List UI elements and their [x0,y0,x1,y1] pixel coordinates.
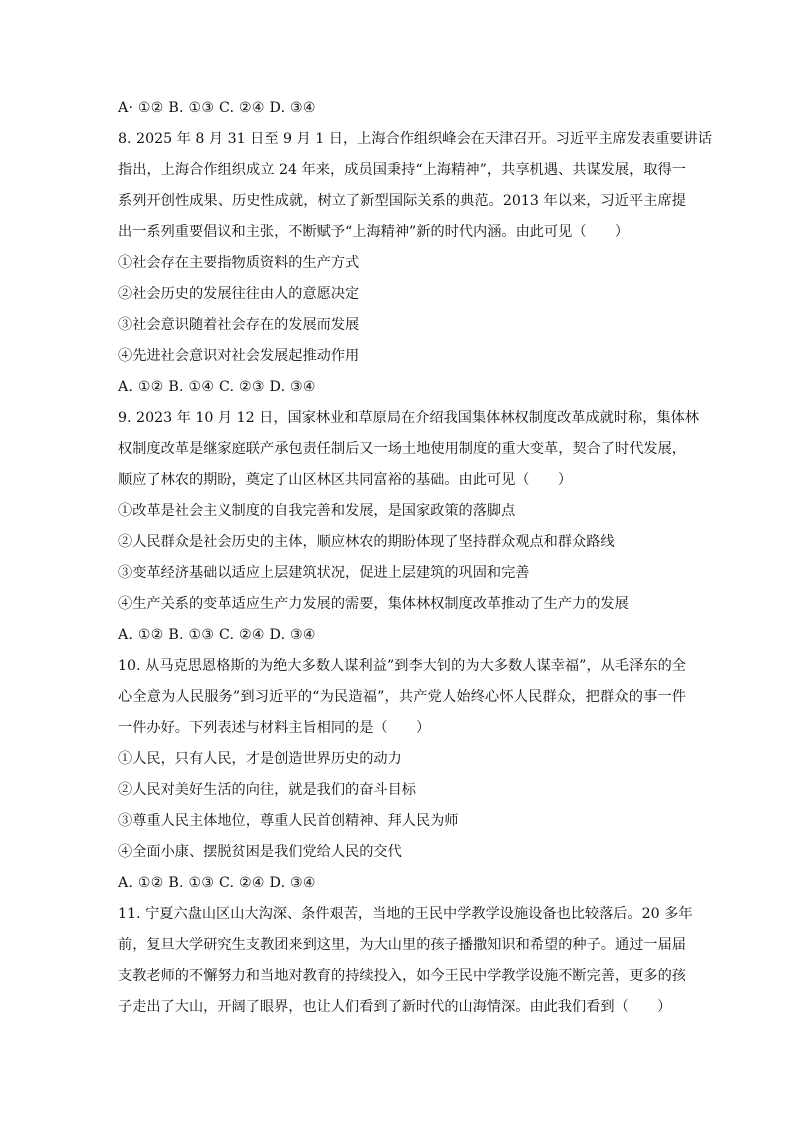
option-3: ③尊重人民主体地位，尊重人民首创精神、拜人民为师 [118,813,459,829]
stem-line: 指出，上海合作组织成立 24 年来，成员国秉持“上海精神”，共享机遇、共谋发展，取得一 [118,162,686,178]
option-4: ④先进社会意识对社会发展起推动作用 [118,348,360,364]
stem-line: 前，复旦大学研究生支教团来到这里，为大山里的孩子播撒知识和希望的种子。通过一届届 [118,937,686,953]
option-4: ④全面小康、摆脱贫困是我们党给人民的交代 [118,844,402,860]
question-stem [118,129,712,242]
previous-answer-choices: A· ①② B. ①③ C. ②④ D. ③④ [118,100,316,116]
option-4: ④生产关系的变革适应生产力发展的需要，集体林权制度改革推动了生产力的发展 [118,596,629,612]
document-page [118,98,712,1028]
stem-line: 支教老师的不懈努力和当地对教育的持续投入，如今王民中学教学设施不断完善，更多的孩 [118,968,686,984]
option-1: ①社会存在主要指物质资料的生产方式 [118,255,360,271]
stem-line: 11. 宁夏六盘山区山大沟深、条件艰苦，当地的王民中学教学设施设备也比较落后。20 多年 [118,906,693,922]
stem-line: 系列开创性成果、历史性成就，树立了新型国际关系的典范。2013 年以来，习近平主席提 [118,193,686,209]
option-3: ③社会意识随着社会存在的发展而发展 [118,317,360,333]
option-1: ①改革是社会主义制度的自我完善和发展，是国家政策的落脚点 [118,503,516,519]
option-2: ②社会历史的发展往往由人的意愿决定 [118,286,360,302]
question-10 [118,656,686,893]
option-2: ②人民群众是社会历史的主体，顺应林农的期盼体现了坚持群众观点和群众路线 [118,534,615,550]
question-9 [118,408,699,645]
answer-choices: A. ①② B. ①③ C. ②④ D. ③④ [118,875,316,891]
question-stem [118,408,699,490]
question-11 [118,904,693,1017]
stem-line: 10. 从马克思恩格斯的为绝大多数人谋利益”到李大钊的为大多数人谋幸福”，从毛泽东的全 [118,658,686,674]
stem-line: 8. 2025 年 8 月 31 日至 9 月 1 日，上海合作组织峰会在天津召开。习近平主席发表重要讲话 [118,131,712,147]
option-2: ②人民对美好生活的向往，就是我们的奋斗目标 [118,782,416,798]
stem-line: 子走出了大山，开阔了眼界，也让人们看到了新时代的山海情深。由此我们看到（ ） [118,999,672,1015]
option-3: ③变革经济基础以适应上层建筑状况，促进上层建筑的巩固和完善 [118,565,530,581]
question-stem [118,904,693,1017]
question-stem [118,656,686,738]
stem-line: 一件办好。下列表述与材料主旨相同的是（ ） [118,720,431,736]
stem-line: 出一系列重要倡议和主张，不断赋予“上海精神”新的时代内涵。由此可见（ ） [118,224,630,240]
answer-choices: A. ①② B. ①③ C. ②④ D. ③④ [118,627,316,643]
question-8 [118,129,712,397]
answer-choices: A. ①② B. ①④ C. ②③ D. ③④ [118,379,316,395]
stem-line: 顺应了林农的期盼，奠定了山区林区共同富裕的基础。由此可见（ ） [118,472,573,488]
stem-line: 9. 2023 年 10 月 12 日，国家林业和草原局在介绍我国集体林权制度改革成就时称，集体林 [118,410,699,426]
stem-line: 权制度改革是继家庭联产承包责任制后又一场土地使用制度的重大变革，契合了时代发展， [118,441,686,457]
stem-line: 心全意为人民服务”到习近平的“为民造福”，共产党人始终心怀人民群众，把群众的事一件 [118,689,686,705]
option-1: ①人民，只有人民，才是创造世界历史的动力 [118,751,402,767]
